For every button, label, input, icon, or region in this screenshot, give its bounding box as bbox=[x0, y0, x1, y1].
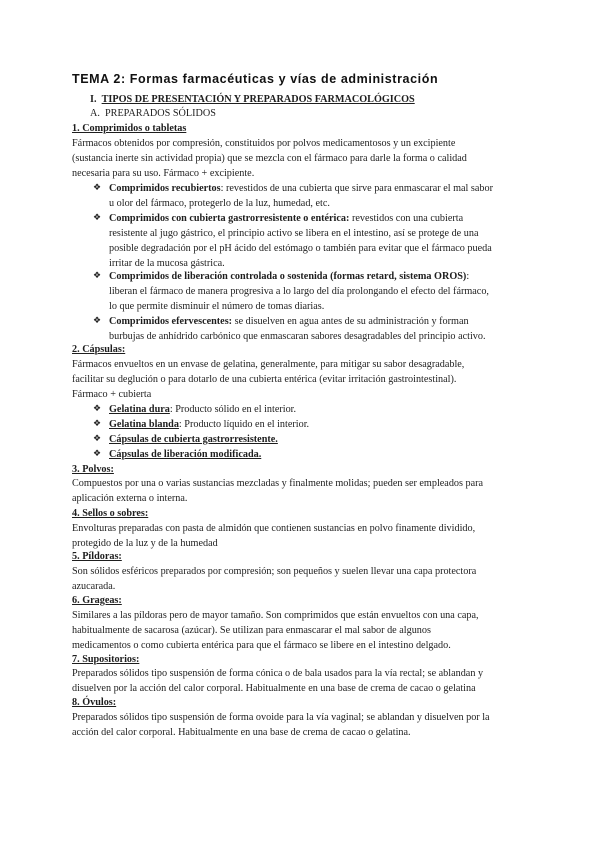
diamond-bullet-icon: ❖ bbox=[93, 434, 102, 444]
section-number: I. bbox=[90, 94, 97, 105]
page-title: TEMA 2: Formas farmacéuticas y vías de administración bbox=[72, 72, 439, 86]
paragraph-line: Son sólidos esféricos preparados por compresión; son pequeños y suelen llevar una capa protectora bbox=[72, 566, 477, 577]
bullet-item: Gelatina dura: Producto sólido en el interior. bbox=[109, 404, 297, 415]
bullet-continuation: lo que permite disminuir el número de tomas diarias. bbox=[109, 301, 325, 312]
paragraph-line: Fármaco + cubierta bbox=[72, 389, 152, 400]
paragraph-line: aplicación externa o interna. bbox=[72, 493, 188, 504]
diamond-bullet-icon: ❖ bbox=[93, 419, 102, 429]
paragraph-line: disuelven por la acción del calor corporal. Habitualmente en una base de crema de cacao o gelatina bbox=[72, 683, 476, 694]
paragraph-line: facilitar su deglución o para dotarlo de una cubierta entérica (evitar irritación gastrointestinal). bbox=[72, 374, 457, 385]
paragraph-line: azucarada. bbox=[72, 581, 116, 592]
subsection-heading bbox=[90, 107, 216, 120]
paragraph-line: Fármacos obtenidos por compresión, constituidos por polvos medicamentosos y un excipiente bbox=[72, 138, 456, 149]
section-heading bbox=[90, 93, 415, 106]
paragraph-line: habitualmente de sacarosa (azúcar). Se utilizan para enmascarar el mal sabor de algunos bbox=[72, 625, 431, 636]
paragraph-line: necesaria para su uso. Fármaco + excipiente. bbox=[72, 168, 255, 179]
bullet-item: Comprimidos recubiertos: revestidos de una cubierta que sirve para enmascarar el mal sabor bbox=[109, 183, 493, 194]
paragraph-line: Preparados sólidos tipo suspensión de forma cónica o de bala usados para la vía rectal; se ablandan y bbox=[72, 668, 484, 679]
paragraph-line: protegido de la luz y de la humedad bbox=[72, 538, 218, 549]
paragraph-line: medicamentos o como cubierta entérica para que el fármaco se libere en el intestino delgado. bbox=[72, 640, 451, 651]
diamond-bullet-icon: ❖ bbox=[93, 271, 102, 281]
bullet-continuation: posible degradación por el pH ácido del estómago o también para evitar que el fármaco pueda bbox=[109, 243, 492, 254]
bullet-continuation: liberan el fármaco de manera progresiva a lo largo del día prolongando el efecto del fármaco, bbox=[109, 286, 489, 297]
bullet-continuation: burbujas de anhídrido carbónico que enmascaran sabores desagradables del principio activo. bbox=[109, 331, 486, 342]
diamond-bullet-icon: ❖ bbox=[93, 404, 102, 414]
paragraph-line: Preparados sólidos tipo suspensión de forma ovoide para la vía vaginal; se ablandan y disuelven por la bbox=[72, 712, 490, 723]
paragraph-line: Fármacos envueltos en un envase de gelatina, generalmente, para mitigar su sabor desagradable, bbox=[72, 359, 465, 370]
subsection-number: A. bbox=[90, 108, 100, 119]
bullet-continuation: irritar de la mucosa gástrica. bbox=[109, 258, 225, 269]
paragraph-line: acción del calor corporal. Habitualmente en una base de crema de cacao o gelatina. bbox=[72, 727, 411, 738]
diamond-bullet-icon: ❖ bbox=[93, 316, 102, 326]
heading-capsulas: 2. Cápsulas: bbox=[72, 344, 126, 355]
heading-polvos: 3. Polvos: bbox=[72, 464, 114, 475]
bullet-item: Cápsulas de liberación modificada. bbox=[109, 449, 262, 460]
heading-comprimidos: 1. Comprimidos o tabletas bbox=[72, 123, 187, 134]
paragraph-line: Envolturas preparadas con pasta de almidón que contienen sustancias en polvo finamente dividido, bbox=[72, 523, 476, 534]
bullet-continuation: u olor del fármaco, protegerlo de la luz, humedad, etc. bbox=[109, 198, 330, 209]
paragraph-line: (sustancia inerte sin actividad propia) que se mezcla con el fármaco para darle la forma o calidad bbox=[72, 153, 467, 164]
bullet-item: Comprimidos con cubierta gastrorresistente o entérica: revestidos con una cubierta bbox=[109, 213, 464, 224]
heading-grageas: 6. Grageas: bbox=[72, 595, 122, 606]
paragraph-line: Similares a las píldoras pero de mayor tamaño. Son comprimidos que están envueltos con una capa, bbox=[72, 610, 479, 621]
section-label: TIPOS DE PRESENTACIÓN Y PREPARADOS FARMACOLÓGICOS bbox=[101, 94, 415, 105]
bullet-continuation: resistente al jugo gástrico, el principio activo se libera en el intestino, así se protege de una bbox=[109, 228, 479, 239]
diamond-bullet-icon: ❖ bbox=[93, 449, 102, 459]
heading-pildoras: 5. Píldoras: bbox=[72, 551, 122, 562]
subsection-label: PREPARADOS SÓLIDOS bbox=[105, 108, 216, 119]
heading-ovulos: 8. Óvulos: bbox=[72, 697, 117, 708]
heading-sellos: 4. Sellos o sobres: bbox=[72, 508, 149, 519]
paragraph-line: Compuestos por una o varias sustancias mezcladas y finalmente molidas; pueden ser empleados para bbox=[72, 478, 484, 489]
diamond-bullet-icon: ❖ bbox=[93, 213, 102, 223]
heading-supositorios: 7. Supositorios: bbox=[72, 654, 140, 665]
bullet-item: Cápsulas de cubierta gastrorresistente. bbox=[109, 434, 278, 445]
bullet-item: Gelatina blanda: Producto líquido en el interior. bbox=[109, 419, 310, 430]
diamond-bullet-icon: ❖ bbox=[93, 183, 102, 193]
bullet-item: Comprimidos de liberación controlada o sostenida (formas retard, sistema OROS): bbox=[109, 271, 470, 282]
bullet-item: Comprimidos efervescentes: se disuelven en agua antes de su administración y forman bbox=[109, 316, 469, 327]
